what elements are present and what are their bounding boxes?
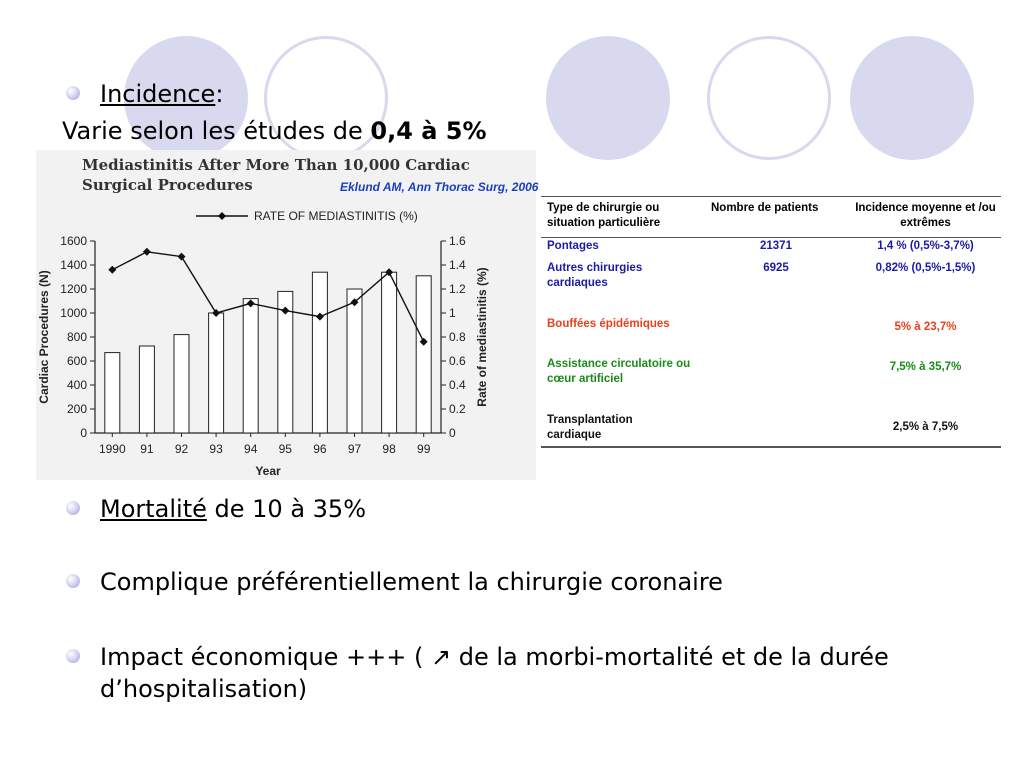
- figure-citation: Eklund AM, Ann Thorac Surg, 2006: [340, 180, 539, 194]
- decor-ring-2: [707, 36, 831, 160]
- table-bottom-rule: [541, 446, 1001, 448]
- table-row-autres-type: Autres chirurgies cardiaques: [547, 262, 643, 289]
- figure-title-line1: Mediastinitis After More Than 10,000 Cardiac: [82, 156, 470, 174]
- y-tick-label-left: 200: [66, 402, 87, 416]
- y-tick-label-right: 0.2: [449, 402, 466, 416]
- legend-label: RATE OF MEDIASTINITIS (%): [254, 209, 418, 223]
- table-row-transplant-type: Transplantation cardiaque: [547, 414, 633, 441]
- x-axis-label: Year: [255, 464, 281, 478]
- y-tick-label-right: 1.4: [449, 258, 466, 272]
- table-row-bouffees-incidence: 5% à 23,7%: [894, 321, 957, 333]
- table-row-pontages-type: Pontages: [547, 240, 599, 252]
- x-tick-label: 1990: [98, 442, 126, 456]
- up-right-arrow-icon: ↗: [431, 643, 452, 671]
- y-tick-label-left: 0: [80, 426, 87, 440]
- table-row-pontages-patients: 21371: [760, 240, 792, 252]
- legend-marker: [218, 212, 226, 220]
- x-tick-label: 95: [278, 442, 292, 456]
- table-row-assistance-type: Assistance circulatoire ou cœur artificiel: [547, 358, 691, 385]
- x-tick-label: 99: [417, 442, 431, 456]
- bullet-icon: [66, 86, 80, 100]
- mediastinitis-figure: [36, 150, 539, 480]
- decor-circle-2: [546, 36, 670, 160]
- figure-title-line2: Surgical Procedures: [82, 176, 253, 194]
- table-row-assistance-incidence: 7,5% à 35,7%: [889, 361, 962, 373]
- x-tick-label: 98: [382, 442, 396, 456]
- y-tick-label-right: 0: [449, 426, 456, 440]
- line-point-marker: [108, 266, 116, 274]
- complique-line: Complique préférentiellement la chirurgie coronaire: [100, 568, 723, 596]
- x-tick-label: 93: [209, 442, 223, 456]
- y-tick-label-right: 1: [449, 306, 456, 320]
- y-tick-label-left: 1000: [60, 306, 87, 320]
- line-mediastinitis-rate: [112, 252, 423, 342]
- y-axis-label-left: Cardiac Procedures (N): [37, 270, 51, 404]
- y-tick-label-left: 800: [66, 330, 87, 344]
- bar-procedures: [209, 313, 224, 433]
- y-tick-label-right: 0.4: [449, 378, 466, 392]
- table-row-autres-patients: 6925: [763, 262, 789, 274]
- bar-procedures: [382, 272, 397, 433]
- y-tick-label-right: 1.2: [449, 282, 466, 296]
- incidence-heading: [100, 80, 223, 108]
- incidence-colon: :: [215, 80, 224, 108]
- bullet-icon: [66, 501, 80, 515]
- y-axis-label-right: Rate of mediastinitis (%): [475, 267, 489, 407]
- bar-procedures: [416, 276, 431, 433]
- table-row-transplant-incidence: 2,5% à 7,5%: [892, 421, 959, 433]
- x-tick-label: 97: [347, 442, 362, 456]
- impact-line-1: [100, 643, 889, 671]
- line-point-marker: [178, 253, 186, 261]
- y-tick-label-left: 1400: [60, 258, 87, 272]
- x-tick-label: 92: [174, 442, 189, 456]
- mortalite-rest: de 10 à 35%: [206, 495, 366, 523]
- mediastinitis-chart: [36, 150, 539, 480]
- line-point-marker: [143, 248, 151, 256]
- decor-circle-3: [850, 36, 974, 160]
- incidence-label: Incidence: [100, 80, 216, 108]
- table-header-type: Type de chirurgie ou situation particulière: [547, 202, 661, 229]
- y-tick-label-left: 1600: [60, 234, 87, 248]
- bar-procedures: [139, 346, 154, 433]
- y-tick-label-right: 0.8: [449, 330, 466, 344]
- incidence-range-line: [62, 117, 487, 145]
- bar-procedures: [174, 335, 189, 433]
- bullet-icon: [66, 574, 80, 588]
- impact-text-b: de la morbi-mortalité et de la durée: [451, 643, 889, 671]
- bar-procedures: [105, 353, 120, 433]
- x-tick-label: 94: [244, 442, 258, 456]
- y-tick-label-right: 1.6: [449, 234, 466, 248]
- table-row-bouffees-type: Bouffées épidémiques: [547, 318, 670, 330]
- x-tick-label: 96: [313, 442, 327, 456]
- table-header-patients: Nombre de patients: [711, 202, 819, 214]
- varie-value: 0,4 à 5%: [370, 117, 487, 145]
- bar-procedures: [347, 289, 362, 433]
- y-tick-label-right: 0.6: [449, 354, 466, 368]
- table-row-autres-incidence: 0,82% (0,5%-1,5%): [875, 262, 976, 274]
- impact-text-a: Impact économique +++ (: [100, 643, 432, 671]
- y-tick-label-left: 600: [66, 354, 87, 368]
- bar-procedures: [312, 272, 327, 433]
- mortalite-label: Mortalité: [100, 495, 207, 523]
- y-tick-label-left: 1200: [60, 282, 87, 296]
- bar-procedures: [243, 299, 258, 433]
- table-header-incidence: Incidence moyenne et /ou extrêmes: [855, 202, 996, 229]
- x-tick-label: 91: [140, 442, 154, 456]
- varie-text: Varie selon les études de: [62, 117, 371, 145]
- bullet-icon: [66, 649, 80, 663]
- mortalite-line: [100, 495, 366, 523]
- y-tick-label-left: 400: [66, 378, 87, 392]
- impact-line-2: d’hospitalisation): [100, 675, 308, 703]
- table-row-pontages-incidence: 1,4 % (0,5%-3,7%): [877, 240, 974, 252]
